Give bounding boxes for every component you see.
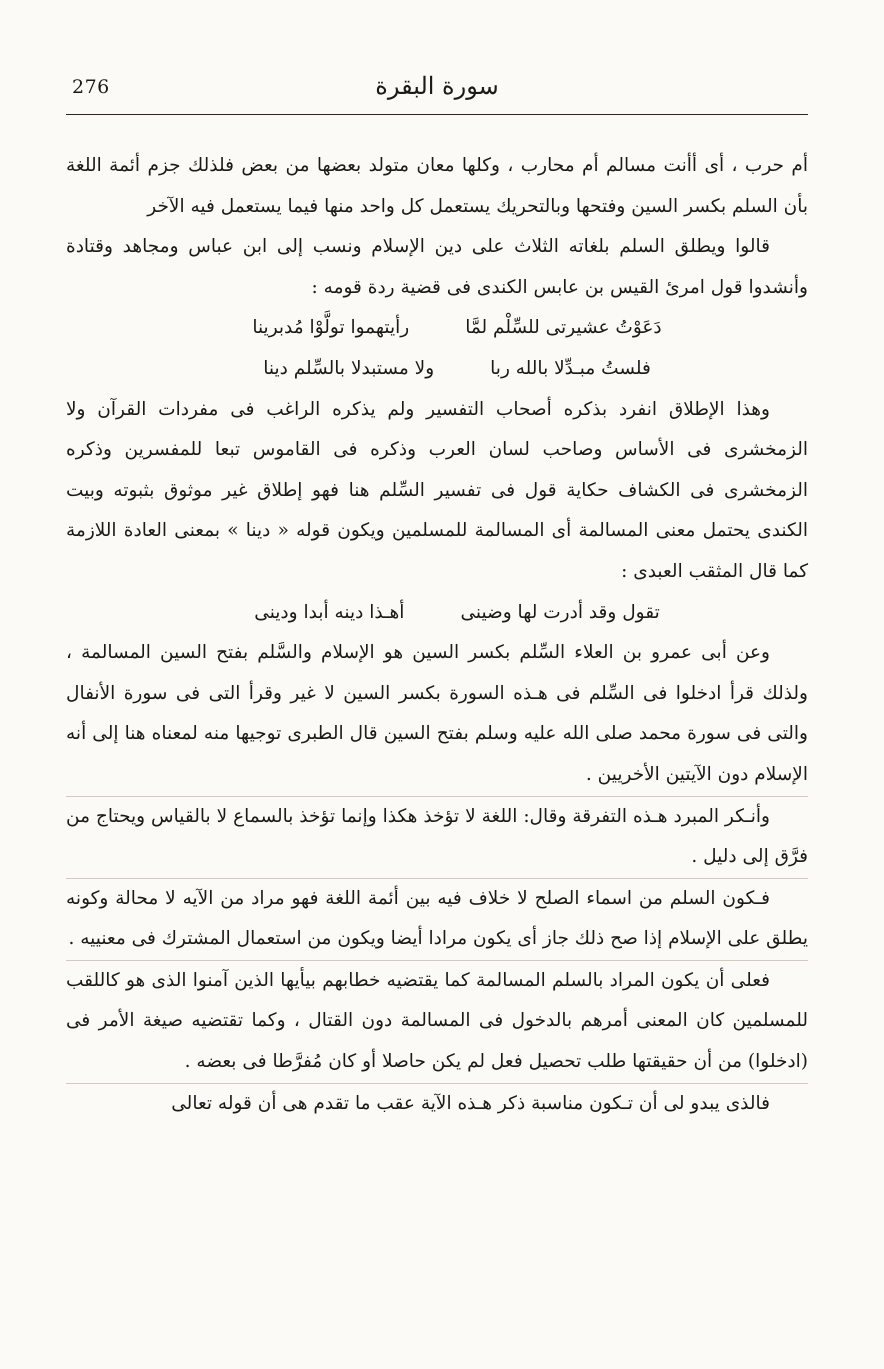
surah-title: سورة البقرة	[375, 72, 499, 100]
paragraph: وهذا الإطلاق انفرد بذكره أصحاب التفسير ولم يذكره الراغب فى مفردات القرآن ولا الزمخشرى فى الأساس وصاحب لسان العرب وذكره فى القاموس تبعا للمفسرين وذكره الزمخشرى فى الكشاف حكاية قول فى تفسير السِّلم هنا فهو إطلاق غير موثوق بثبوته وبيت الكندى يحتمل معنى المسالمة أى المسالمة للمسلمين ويكون قوله « دينا » بمعنى العادة اللازمة كما قال المثقب العبدى :	[66, 398, 808, 582]
page-header	[66, 70, 808, 115]
paragraph: فعلى أن يكون المراد بالسلم المسالمة كما يقتضيه خطابهم بيأيها الذين آمنوا الذى هو كاللقب للمسلمين كان المعنى أمرهم بالدخول فى المسالمة دون القتال ، وكما تقتضيه صيغة الأمر فى (ادخلوا) من أن حقيقتها طلب تحصيل فعل لم يكن حاصلا أو كان مُفرَّطا فى بعضه .	[66, 960, 808, 1083]
poem-verse	[66, 308, 808, 349]
poem-verse	[66, 349, 808, 390]
poem-verse	[66, 593, 808, 634]
page-body	[66, 146, 808, 1124]
paragraph: فـكون السلم من اسماء الصلح لا خلاف فيه بين أئمة اللغة فهو مراد من الآيه لا محالة وكونه يطلق على الإسلام إذا صح ذلك جاز أى يكون مرادا أيضا ويكون من استعمال المشترك فى معنييه .	[66, 878, 808, 960]
verse-hemistich: تقول وقد أدرت لها وضينى	[460, 601, 660, 623]
paragraph: وأنـكر المبرد هـذه التفرقة وقال: اللغة لا تؤخذ هكذا وإنما تؤخذ بالسماع لا بالقياس ويحتاج من فرَّق إلى دليل .	[66, 796, 808, 878]
verse-hemistich: دَعَوْتُ عشيرتى للسِّلْم لمَّا	[465, 317, 662, 339]
paragraph: قالوا ويطلق السلم بلغاته الثلاث على دين الإسلام ونسب إلى ابن عباس ومجاهد وقتادة وأنشدوا قول امرئ القيس بن عابس الكندى فى قضية ردة قومه :	[66, 236, 808, 298]
verse-hemistich: أهـذا دينه أبدا ودينى	[254, 601, 405, 623]
verse-hemistich: رأيتهموا تولَّوْا مُدبرينا	[252, 317, 410, 339]
paragraph: أم حرب ، أى أأنت مسالم أم محارب ، وكلها معان متولد بعضها من بعض فلذلك جزم أئمة اللغة بأن السلم بكسر السين وفتحها وبالتحريك يستعمل كل واحد منها فيما يستعمل فيه الآخر	[66, 155, 808, 217]
paragraph: وعن أبى عمرو بن العلاء السِّلم بكسر السين هو الإسلام والسَّلم بفتح السين المسالمة ، ولذلك قرأ ادخلوا فى السِّلم فى هـذه السورة بكسر السين لا غير وقرأ التى فى سورة الأنفال والتى فى سورة محمد صلى الله عليه وسلم بفتح السين قال الطبرى توجيها منه لمعناه هنا إلى أنه الإسلام دون الآيتين الأخريين .	[66, 642, 808, 785]
paragraph: فالذى يبدو لى أن تـكون مناسبة ذكر هـذه الآية عقب ما تقدم هى أن قوله تعالى	[66, 1083, 808, 1125]
verse-hemistich: ولا مستبدلا بالسِّلم دينا	[263, 357, 435, 379]
verse-hemistich: فلستُ مبـدِّلا بالله ربا	[490, 357, 651, 379]
page-number: 276	[72, 76, 110, 98]
